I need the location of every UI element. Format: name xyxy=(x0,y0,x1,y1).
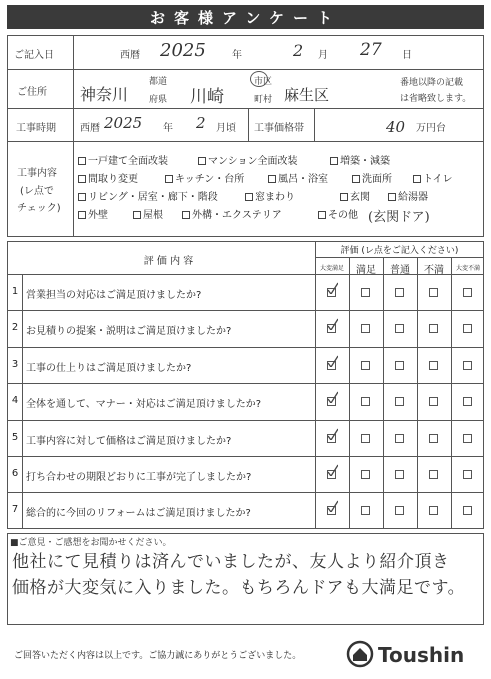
check-mark-icon xyxy=(326,282,338,294)
price-label: 工事価格帯 xyxy=(254,123,304,134)
check-mark-icon xyxy=(326,355,338,367)
content-label-3: チェック) xyxy=(17,203,61,214)
rating-checkbox[interactable] xyxy=(395,506,404,515)
brand-name: Toushin xyxy=(378,643,465,667)
evaluation-rating-header: 評価 (レ点をご記入ください) xyxy=(340,246,459,256)
option-label: その他 xyxy=(328,210,358,221)
date-label: ご記入日 xyxy=(14,50,54,61)
checkbox[interactable] xyxy=(133,211,141,219)
rating-column-header: 満足 xyxy=(356,265,376,276)
content-label-1: 工事内容 xyxy=(17,168,57,179)
work-type-option[interactable] xyxy=(78,170,138,185)
rating-checkbox[interactable] xyxy=(395,434,404,443)
address-note-line1: 番地以降の記載 xyxy=(400,78,464,88)
rating-checkbox[interactable] xyxy=(429,434,438,443)
checkbox[interactable] xyxy=(318,211,326,219)
option-label: 給湯器 xyxy=(398,192,428,203)
question-text: お見積りの提案・説明はご満足頂けましたか? xyxy=(26,326,232,338)
rating-checkbox[interactable] xyxy=(429,470,438,479)
rating-checkbox[interactable] xyxy=(463,288,472,297)
page-title: お客様アンケート xyxy=(7,5,484,29)
work-type-option[interactable] xyxy=(330,152,390,167)
work-type-option[interactable] xyxy=(352,170,392,185)
question-number: 1 xyxy=(11,286,19,297)
date-day[interactable]: 27 xyxy=(360,40,382,60)
checkbox[interactable] xyxy=(352,175,360,183)
checkbox[interactable] xyxy=(78,211,86,219)
option-label: キッチン・台所 xyxy=(175,174,245,185)
work-type-option[interactable] xyxy=(388,188,428,203)
option-label: マンション全面改装 xyxy=(208,156,298,167)
comment-line-2[interactable]: 価格が大変気に入りました。もちろんドアも大満足です。 xyxy=(12,578,466,598)
rating-column-header: 大変満足 xyxy=(319,265,344,272)
rating-checkbox[interactable] xyxy=(429,324,438,333)
pref-suffix-top: 都道 xyxy=(149,77,168,87)
question-number: 3 xyxy=(11,358,19,370)
question-text: 総合的に今回のリフォームはご満足頂けましたか? xyxy=(26,508,251,520)
date-year-unit: 年 xyxy=(232,50,242,61)
rating-checkbox[interactable] xyxy=(361,324,370,333)
option-label: 風呂・浴室 xyxy=(278,174,328,185)
option-label: リビング・居室・廊下・階段 xyxy=(88,192,218,203)
rating-column-header: 普通 xyxy=(390,265,410,276)
price-unit: 万円台 xyxy=(416,123,446,134)
period-era: 西暦 xyxy=(80,123,100,134)
option-label: トイレ xyxy=(423,174,453,185)
option-label: 増築・減築 xyxy=(340,156,390,167)
city-suffix-bottom: 町村 xyxy=(254,95,273,105)
rating-checkbox[interactable] xyxy=(463,324,472,333)
rating-checkbox[interactable] xyxy=(395,397,404,406)
question-text: 打ち合わせの期限どおりに工事が完了しましたか? xyxy=(26,472,252,483)
work-type-option[interactable] xyxy=(78,206,108,221)
work-type-option[interactable] xyxy=(198,152,298,167)
address-label: ご住所 xyxy=(17,87,47,98)
city-suffix-top: 市区 xyxy=(254,77,273,87)
date-day-unit: 日 xyxy=(402,50,412,61)
question-number: 6 xyxy=(11,468,19,479)
work-type-option[interactable] xyxy=(165,170,244,185)
option-label: 間取り変更 xyxy=(88,174,138,185)
work-type-option[interactable] xyxy=(182,206,282,221)
date-year[interactable]: 2025 xyxy=(160,40,206,61)
option-label: 屋根 xyxy=(143,210,163,221)
brand-logo-icon xyxy=(346,640,374,668)
evaluation-table xyxy=(7,241,484,529)
check-mark-icon xyxy=(326,318,338,330)
period-year[interactable]: 2025 xyxy=(104,114,143,132)
checkbox[interactable] xyxy=(268,175,276,183)
rating-checkbox[interactable] xyxy=(395,288,404,297)
work-type-option[interactable] xyxy=(133,206,163,221)
rating-checkbox[interactable] xyxy=(463,470,472,479)
comment-label: ■ご意見・ご感想をお聞かせください。 xyxy=(10,538,172,548)
rating-checkbox[interactable] xyxy=(361,397,370,406)
rating-checkbox[interactable] xyxy=(463,506,472,515)
check-mark-icon xyxy=(326,391,338,403)
question-number: 4 xyxy=(11,395,19,407)
work-type-option[interactable] xyxy=(78,152,168,167)
work-type-option[interactable] xyxy=(78,188,218,203)
rating-checkbox[interactable] xyxy=(361,434,370,443)
rating-checkbox[interactable] xyxy=(361,506,370,515)
rating-checkbox[interactable] xyxy=(429,397,438,406)
work-type-option[interactable] xyxy=(340,188,370,203)
period-label: 工事時期 xyxy=(16,123,56,134)
checkbox[interactable] xyxy=(245,193,253,201)
question-number: 5 xyxy=(11,431,19,443)
check-mark-icon xyxy=(326,428,338,440)
period-month-unit: 月頃 xyxy=(216,123,236,134)
comment-line-1[interactable]: 他社にて見積りは済んでいましたが、友人より紹介頂き xyxy=(12,552,450,572)
checkbox[interactable] xyxy=(78,157,86,165)
question-text: 工事の仕上りはご満足頂けましたか? xyxy=(26,362,192,374)
option-label: 外壁 xyxy=(88,210,108,221)
question-text: 営業担当の対応はご満足頂けましたか? xyxy=(26,290,202,301)
content-label-2: (レ点で xyxy=(20,186,54,197)
rating-checkbox[interactable] xyxy=(361,361,370,370)
checkbox[interactable] xyxy=(413,175,421,183)
rating-checkbox[interactable] xyxy=(361,470,370,479)
evaluation-content-header: 評 価 内 容 xyxy=(143,256,194,267)
option-label: 一戸建て全面改装 xyxy=(88,156,168,167)
work-type-option[interactable] xyxy=(245,188,295,203)
checkbox[interactable] xyxy=(330,157,338,165)
check-mark-icon xyxy=(326,464,338,476)
date-month[interactable]: 2 xyxy=(293,41,304,60)
work-type-option[interactable] xyxy=(268,170,328,185)
address-city[interactable]: 川崎 xyxy=(190,87,224,107)
address-prefecture[interactable]: 神奈川 xyxy=(80,85,129,104)
question-text: 全体を通して、マナー・対応はご満足頂けましたか? xyxy=(26,399,262,411)
address-town[interactable]: 麻生区 xyxy=(284,86,330,104)
rating-checkbox[interactable] xyxy=(463,361,472,370)
other-handwritten[interactable]: (玄関ドア) xyxy=(368,210,430,225)
checkbox[interactable] xyxy=(198,157,206,165)
checkbox[interactable] xyxy=(182,211,190,219)
pref-suffix-bottom: 府県 xyxy=(149,95,168,105)
work-type-option[interactable] xyxy=(413,170,453,185)
rating-checkbox[interactable] xyxy=(463,434,472,443)
rating-checkbox[interactable] xyxy=(395,361,404,370)
rating-column-header: 大変不満 xyxy=(455,265,480,272)
thanks-message: ご回答いただく内容は以上です。ご協力誠にありがとうございました。 xyxy=(14,651,302,661)
option-label: 窓まわり xyxy=(255,192,295,203)
rating-checkbox[interactable] xyxy=(463,397,472,406)
checkbox[interactable] xyxy=(78,193,86,201)
period-month[interactable]: 2 xyxy=(196,114,206,132)
rating-checkbox[interactable] xyxy=(429,288,438,297)
question-number: 2 xyxy=(11,322,19,334)
checkbox[interactable] xyxy=(165,175,173,183)
checkbox[interactable] xyxy=(388,193,396,201)
rating-checkbox[interactable] xyxy=(429,506,438,515)
address-note-line2: は省略致します。 xyxy=(400,94,472,104)
option-label: 玄関 xyxy=(350,192,370,203)
checkbox[interactable] xyxy=(78,175,86,183)
date-era: 西暦 xyxy=(120,50,140,61)
option-label: 洗面所 xyxy=(362,174,392,185)
city-circle-mark xyxy=(250,71,268,87)
work-type-option[interactable] xyxy=(318,206,358,221)
option-label: 外構・エクステリア xyxy=(192,210,282,221)
question-text: 工事内容に対して価格はご満足頂けましたか? xyxy=(26,435,232,447)
rating-checkbox[interactable] xyxy=(395,324,404,333)
rating-checkbox[interactable] xyxy=(429,361,438,370)
date-month-unit: 月 xyxy=(318,50,328,61)
rating-checkbox[interactable] xyxy=(361,288,370,297)
period-year-unit: 年 xyxy=(163,123,173,134)
question-number: 7 xyxy=(11,504,19,516)
check-mark-icon xyxy=(326,500,338,512)
price-value[interactable]: 40 xyxy=(386,118,406,136)
checkbox[interactable] xyxy=(340,193,348,201)
rating-column-header: 不満 xyxy=(424,265,444,276)
rating-checkbox[interactable] xyxy=(395,470,404,479)
